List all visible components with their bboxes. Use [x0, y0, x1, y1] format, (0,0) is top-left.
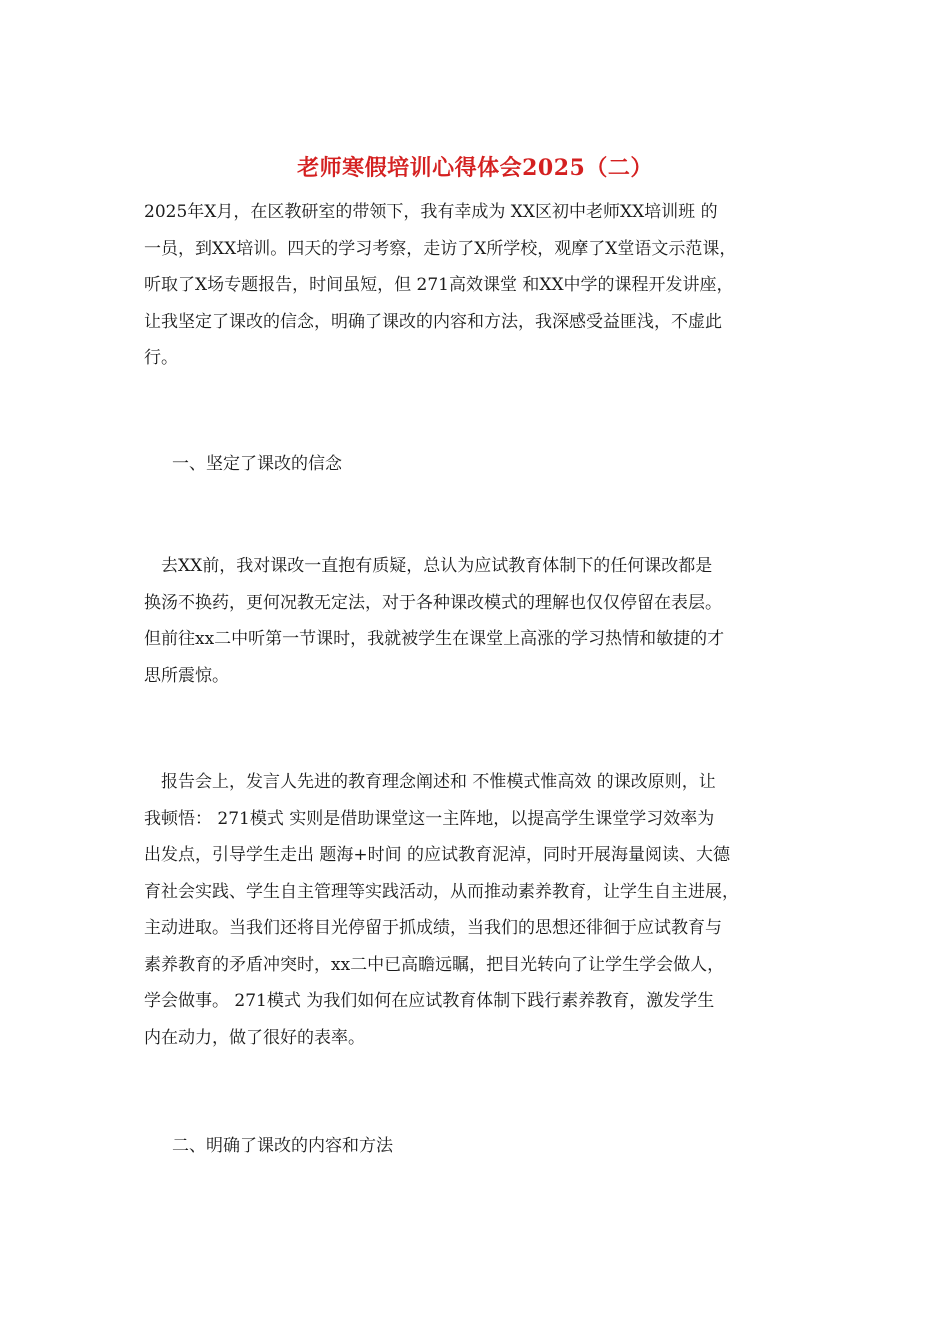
- body-paragraph-3: [144, 764, 814, 1056]
- section-heading-1: 一、坚定了课改的信念: [172, 454, 342, 474]
- paragraph-line: 学会做事。 271模式 为我们如何在应试教育体制下践行素养教育，激发学生: [144, 991, 715, 1011]
- intro-paragraph: [144, 194, 814, 377]
- paragraph-line: 但前往xx二中听第一节课时，我就被学生在课堂上高涨的学习热情和敏捷的才: [144, 629, 725, 649]
- paragraph-line: 素养教育的矛盾冲突时，xx二中已高瞻远瞩，把目光转向了让学生学会做人，: [144, 954, 725, 975]
- paragraph-line: 一员，到XX培训。四天的学习考察，走访了X所学校，观摩了X堂语文示范课，: [144, 238, 737, 259]
- paragraph-line: 我顿悟： 271模式 实则是借助课堂这一主阵地，以提高学生课堂学习效率为: [144, 808, 715, 829]
- document-title: 老师寒假培训心得体会2025（二）: [297, 155, 653, 181]
- paragraph-line: 报告会上，发言人先进的教育理念阐述和 不惟模式惟高效 的课改原则，让: [144, 772, 716, 792]
- paragraph-line: 去XX前，我对课改一直抱有质疑，总认为应试教育体制下的任何课改都是: [144, 556, 713, 576]
- paragraph-line: 出发点，引导学生走出 题海+时间 的应试教育泥淖，同时开展海量阅读、大德: [144, 845, 731, 865]
- paragraph-line: 主动进取。当我们还将目光停留于抓成绩，当我们的思想还徘徊于应试教育与: [144, 918, 722, 938]
- paragraph-line: 听取了X场专题报告，时间虽短，但 271高效课堂 和XX中学的课程开发讲座，: [144, 275, 734, 295]
- paragraph-line: 内在动力，做了很好的表率。: [144, 1027, 365, 1048]
- paragraph-line: 育社会实践、学生自主管理等实践活动，从而推动素养教育，让学生自主进展，: [144, 881, 739, 902]
- paragraph-line: 行。: [144, 348, 178, 368]
- body-paragraph-2: [144, 548, 814, 694]
- paragraph-line: 2025年X月，在区教研室的带领下，我有幸成为 XX区初中老师XX培训班 的: [144, 202, 718, 222]
- paragraph-line: 思所震惊。: [144, 665, 229, 686]
- paragraph-line: 换汤不换药，更何况教无定法，对于各种课改模式的理解也仅仅停留在表层。: [144, 592, 722, 613]
- paragraph-line: 让我坚定了课改的信念，明确了课改的内容和方法，我深感受益匪浅，不虚此: [144, 311, 722, 332]
- section-heading-2: 二、明确了课改的内容和方法: [172, 1136, 393, 1156]
